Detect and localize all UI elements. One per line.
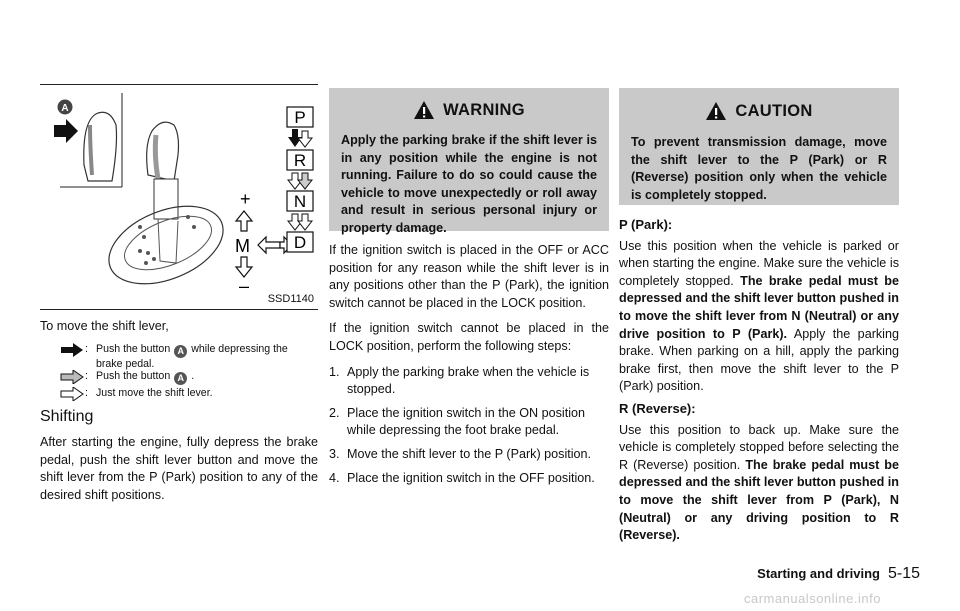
figure-code: SSD1140 — [267, 293, 314, 305]
page-footer — [757, 565, 920, 583]
steps-list — [329, 364, 609, 488]
caution-box — [619, 88, 899, 205]
caution-text: To prevent transmission damage, move the shift lever to the P (Park) or R (Reverse) position only when the vehicle is completely stopped. — [631, 135, 887, 202]
outline-arrow-icon — [59, 387, 85, 401]
legend-1-text: Push the button — [96, 343, 171, 355]
caution-triangle-icon — [705, 101, 727, 121]
callout-a-letter: A — [61, 103, 69, 114]
gear-p-label: P — [294, 108, 306, 127]
step-item: 2. Place the ignition switch in the ON position while depressing the foot brake pedal. — [329, 405, 586, 438]
chapter-title: Starting and driving — [757, 566, 880, 581]
legend-row-3: : Just move the shift lever. — [40, 387, 296, 401]
reverse-heading: R (Reverse): — [619, 400, 696, 416]
callout-a-badge — [58, 100, 73, 115]
legend-2-text-after: . — [191, 370, 195, 382]
ignition-paragraph-2: If the ignition switch cannot be placed in the LOCK position, perform the following steps: — [329, 321, 609, 353]
step-item: 3. Move the shift lever to the P (Park) position. — [329, 446, 592, 461]
ignition-paragraph-1: If the ignition switch is placed in the OFF or ACC position for any reason while the shift lever is in any positions other than the P (Park), the ignition switch cannot be placed in the LOCK position. — [329, 243, 609, 310]
caution-title: CAUTION — [735, 101, 813, 120]
solid-arrow-icon — [59, 343, 85, 357]
minus-label: – — [239, 276, 250, 296]
intro-text: To move the shift lever, — [40, 319, 169, 333]
warning-triangle-icon — [413, 100, 435, 120]
reverse-paragraph: Use this position to back up. Make sure the vehicle is completely stopped before selecting the R (Reverse) position. The brake pedal must be depressed and the shift lever button pushed in to move the shift lever from P (Park), N (Neutral) or any driving position to R (Reverse). — [619, 422, 899, 543]
page-number: 5-15 — [887, 565, 920, 582]
shifting-paragraph: After starting the engine, fully depress the brake pedal, push the shift lever button and move the shift lever from the P (Park) position to any of the desired shift positions. — [40, 435, 318, 502]
button-a-badge: A — [174, 345, 187, 358]
warning-box — [329, 88, 609, 235]
warning-text: Apply the parking brake if the shift lever is in any position while the engine is not running. Failure to do so could cause the vehicle to move unexpectedly or roll away and result in serious personal injury or property damage. — [341, 133, 597, 235]
legend-row-1: : Push the button A while depressing the brake pedal. — [40, 343, 296, 371]
legend-2-text: Push the button — [96, 370, 171, 382]
park-heading: P (Park): — [619, 217, 673, 232]
gear-d-label: D — [293, 233, 307, 252]
button-a-badge: A — [174, 372, 187, 385]
gear-n-label: N — [293, 192, 307, 211]
step-item: 4. Place the ignition switch in the OFF position. — [329, 470, 595, 485]
section-heading-shifting: Shifting — [40, 408, 94, 425]
watermark: carmanualsonline.info — [744, 591, 881, 606]
gear-r-label: R — [293, 151, 307, 170]
hatched-arrow-icon — [59, 370, 85, 384]
step-item: 1. Apply the parking brake when the vehicle is stopped. — [329, 364, 590, 397]
warning-title: WARNING — [443, 100, 525, 119]
m-label: M — [235, 236, 250, 256]
legend-3-text: Just move the shift lever. — [96, 387, 213, 399]
shift-lever-figure — [40, 84, 318, 310]
shift-lever-illustration — [40, 85, 318, 309]
park-paragraph: Use this position when the vehicle is parked or when starting the engine. Make sure the vehicle is completely stopped. The brake pedal must be depressed and the shift lever button pushed in to move the shift lever from N (Neutral) or any drive position to P (Park). Apply the parking brake. When parking on a hill, apply the parking brake first, then move the shift lever to the P (Park) position. — [619, 238, 900, 394]
legend-row-2: : Push the button A . — [40, 370, 296, 385]
plus-label: + — [240, 189, 251, 209]
legend-1-text-after: while depressing the brake pedal. — [96, 343, 288, 370]
solid-arrow-icon — [54, 119, 78, 143]
